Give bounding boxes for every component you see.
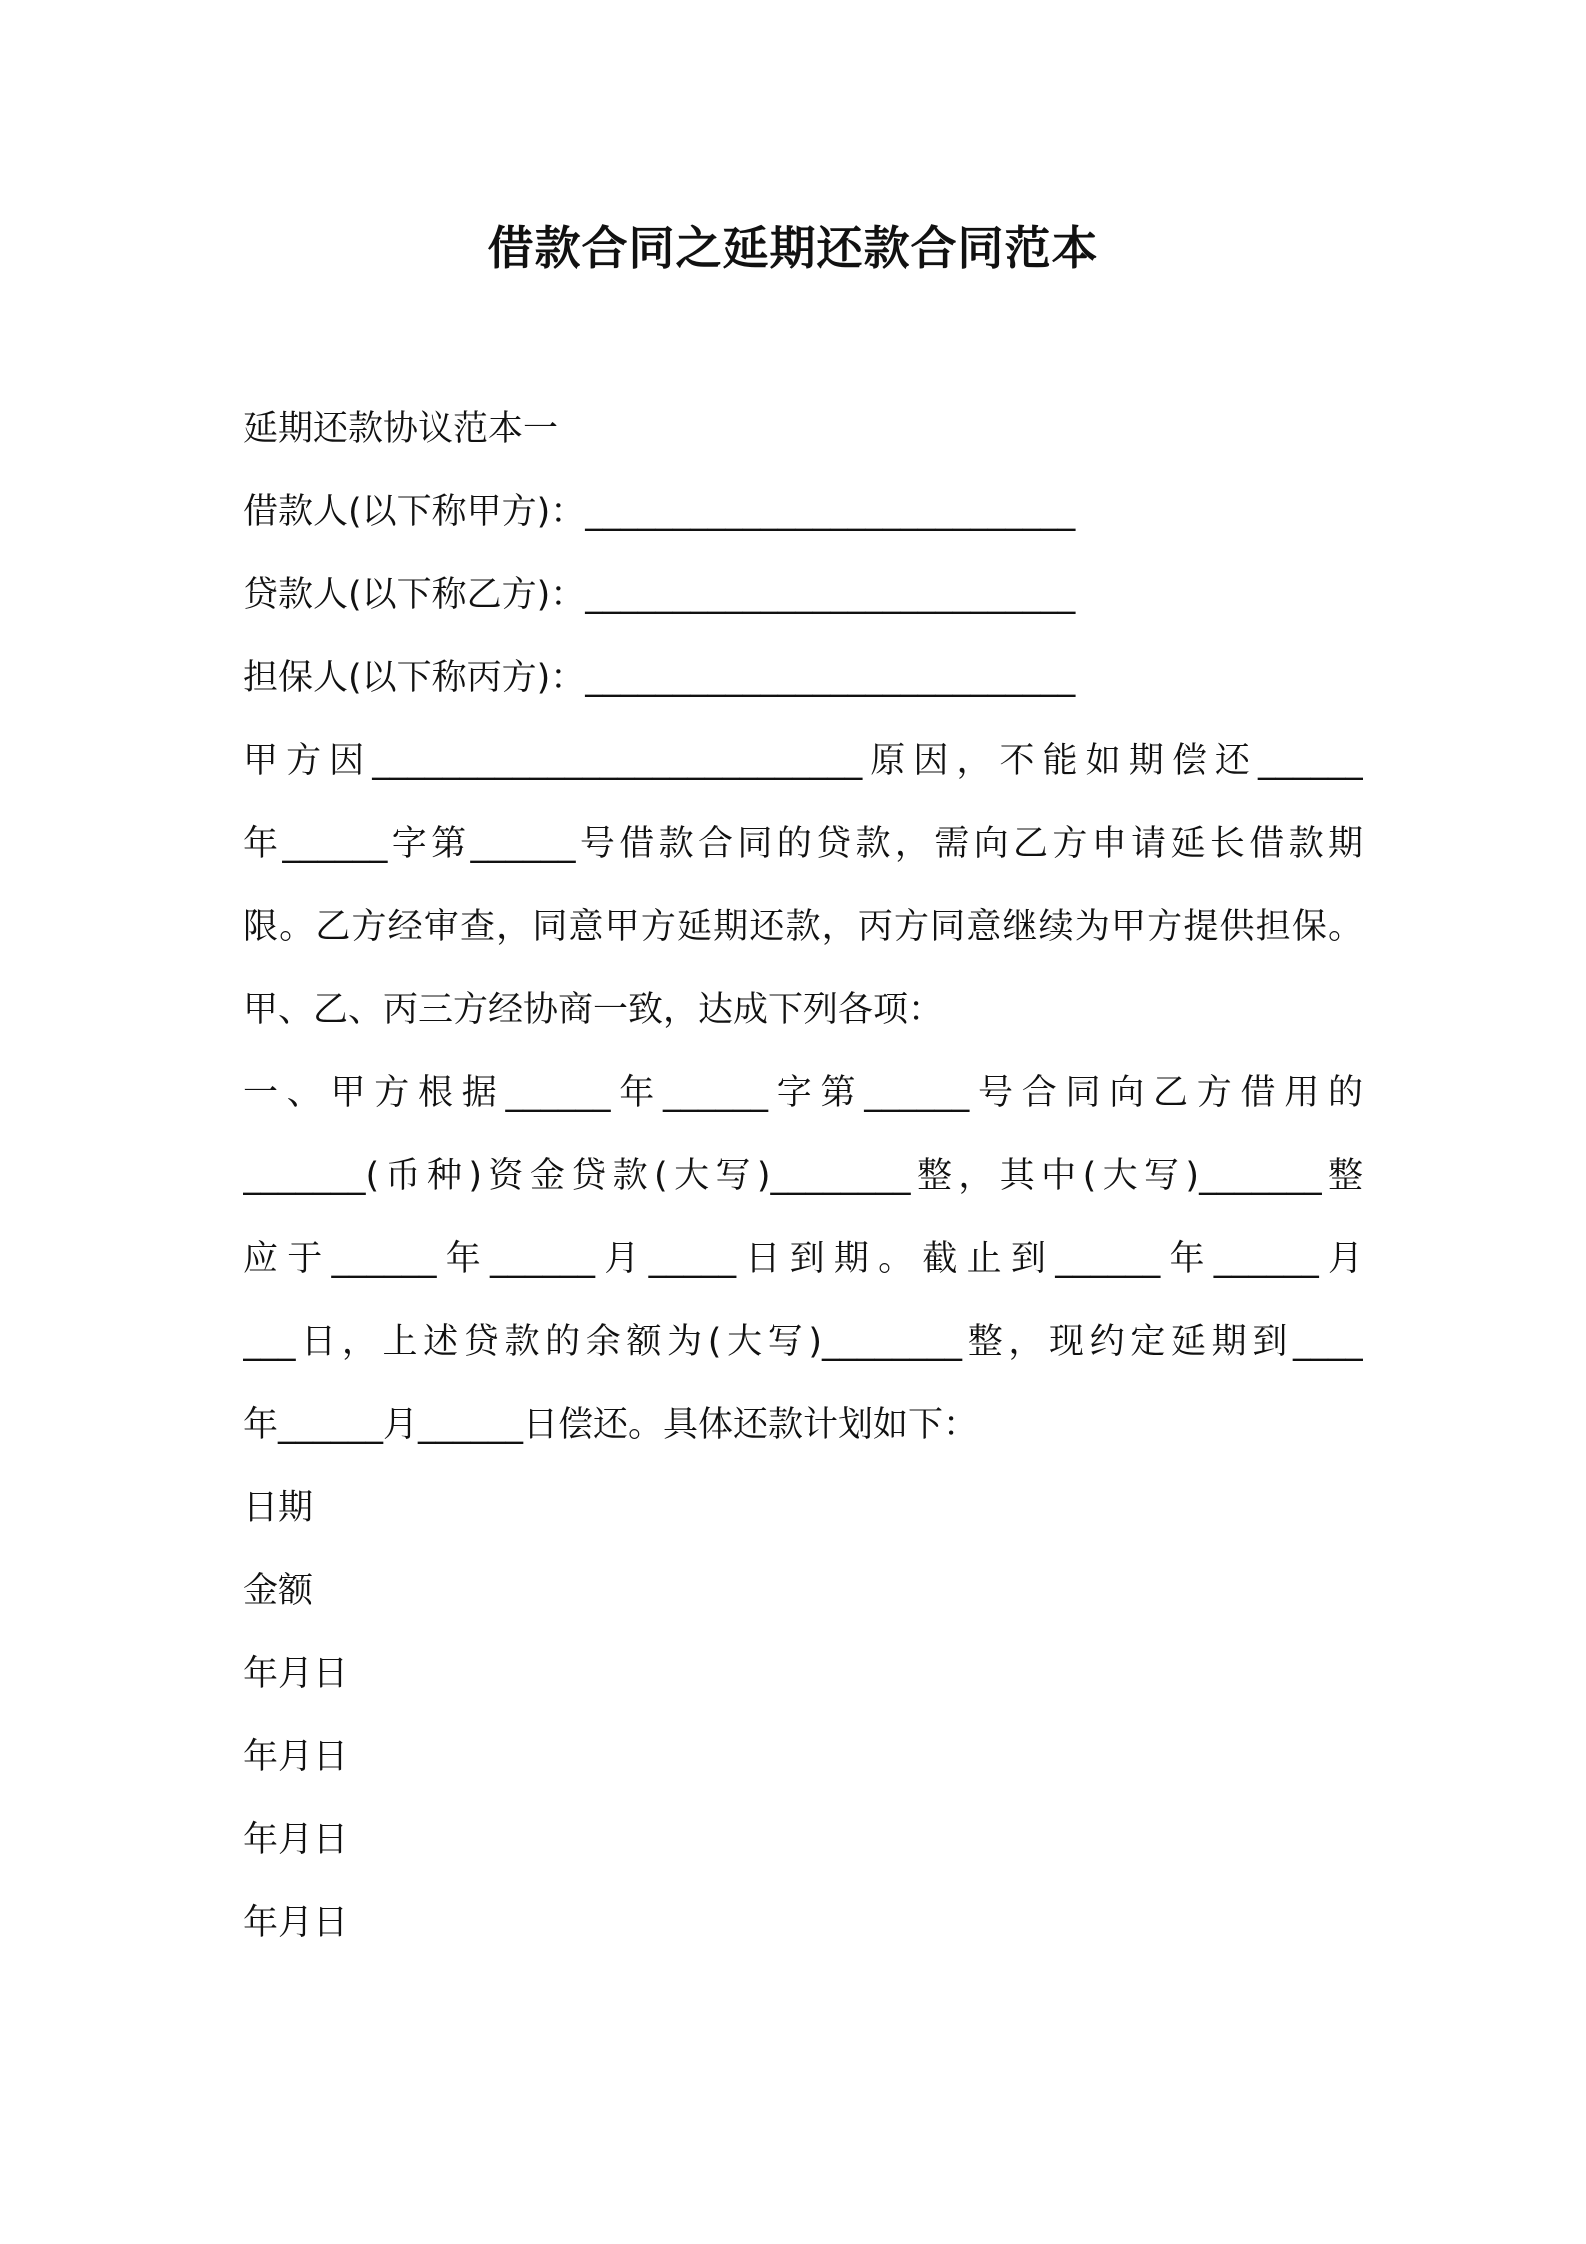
schedule-date-row: 年月日: [243, 1654, 349, 1694]
schedule-header-amount: 金额: [243, 1571, 314, 1611]
paragraph-line: 延期还款协议范本一: [243, 409, 559, 449]
paragraph-line: 甲方因____________________________原因，不能如期偿还______: [243, 741, 1363, 781]
document-body: [243, 405, 1363, 1982]
paragraph-line: 甲、乙、丙三方经协商一致，达成下列各项：: [243, 990, 944, 1030]
paragraph-line: 应于______年______月_____日到期。截止到______年______月: [243, 1239, 1363, 1279]
paragraph-line: 借款人(以下称甲方)：____________________________: [243, 492, 1076, 532]
paragraph-line: 一、甲方根据______年______字第______号合同向乙方借用的: [243, 1073, 1363, 1113]
paragraph-line: 担保人(以下称丙方)：____________________________: [243, 658, 1076, 698]
schedule-date-row: 年月日: [243, 1737, 349, 1777]
paragraph-line: ___日，上述贷款的余额为(大写)________整，现约定延期到____: [243, 1322, 1363, 1362]
paragraph-line: 年______字第______号借款合同的贷款，需向乙方申请延长借款期: [243, 824, 1363, 864]
schedule-header-date: 日期: [243, 1488, 314, 1528]
document-title: 借款合同之延期还款合同范本: [487, 221, 1099, 275]
paragraph-line: 限。乙方经审查，同意甲方延期还款，丙方同意继续为甲方提供担保。: [243, 907, 1363, 947]
schedule-date-row: 年月日: [243, 1820, 349, 1860]
paragraph-line: 贷款人(以下称乙方)：____________________________: [243, 575, 1076, 615]
schedule-date-row: 年月日: [243, 1903, 349, 1943]
paragraph-line: 年______月______日偿还。具体还款计划如下：: [243, 1405, 979, 1445]
paragraph-line: _______(币种)资金贷款(大写)________整，其中(大写)_______整: [243, 1156, 1363, 1196]
